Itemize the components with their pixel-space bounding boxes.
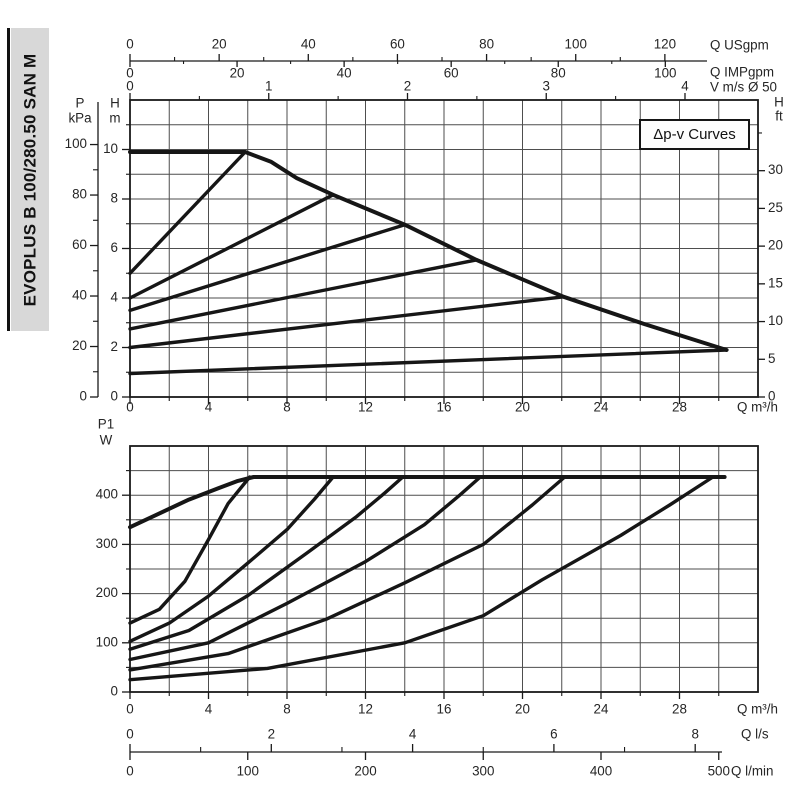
axis-label: Q l/s (741, 726, 769, 742)
axis-label: 100 (236, 763, 259, 779)
axis-h-m (103, 96, 130, 404)
axis-label: 8 (110, 190, 118, 206)
axis-label: 40 (336, 65, 352, 81)
dpv-curve-5 (130, 297, 564, 348)
axis-label: 2 (110, 339, 118, 355)
axis-label: 400 (589, 763, 613, 779)
axis-l-s-l-min (126, 727, 773, 779)
axis-label: 0 (110, 683, 118, 699)
axis-label: V m/s Ø 50 (710, 79, 777, 95)
axis-label: 4 (408, 726, 417, 742)
axis-label: 6 (110, 240, 118, 256)
axis-label: H (110, 95, 120, 111)
axis-label: Q USgpm (710, 37, 769, 53)
axis-label: 40 (300, 36, 316, 52)
axis-label: 200 (354, 763, 377, 779)
axis-label: 120 (653, 36, 677, 52)
axis-label: 0 (126, 763, 134, 779)
axis-h-ft (758, 95, 784, 404)
axis-v-ms (126, 79, 777, 100)
axis-label: 0 (126, 399, 134, 415)
axis-label: 5 (768, 350, 776, 366)
axis-label: 4 (204, 399, 213, 415)
axis-label: 4 (110, 289, 118, 305)
axis-label: 20 (72, 338, 87, 354)
axis-label: 0 (768, 388, 776, 404)
axis-label: ft (775, 108, 783, 124)
axis-label: 28 (672, 701, 687, 717)
axis-label: W (99, 432, 113, 448)
axis-label: 2 (403, 78, 412, 94)
axis-label: 60 (389, 36, 405, 52)
axis-label: 4 (681, 78, 689, 94)
axis-label: 12 (358, 701, 373, 717)
axis-label: 10 (103, 141, 118, 157)
axis-label: H (774, 94, 784, 110)
axis-label: Q m³/h (737, 701, 778, 717)
axis-label: 8 (691, 726, 699, 742)
axis-label: 0 (110, 388, 118, 404)
axis-label: 100 (654, 65, 677, 81)
axis-label: 24 (593, 399, 609, 415)
axis-label: P (75, 95, 85, 111)
axis-usgpm-impgpm (126, 37, 774, 81)
axis-label: 4 (204, 701, 213, 717)
power-curve-6 (130, 477, 565, 670)
axis-label: 100 (95, 634, 118, 650)
dpv-curve-1 (130, 152, 245, 273)
axis-label: 500 (707, 763, 730, 779)
axis-label: 80 (72, 186, 87, 202)
axis-label: 20 (768, 237, 783, 253)
dpv-curves-legend-label: Δp-v Curves (653, 126, 736, 143)
axis-label: 0 (126, 701, 134, 717)
dpv-curves-legend (639, 119, 750, 150)
axis-label: 60 (72, 237, 87, 253)
axis-label: 0 (126, 726, 134, 742)
axis-label: 80 (479, 36, 495, 52)
axis-label: Q m³/h (737, 399, 778, 415)
axis-power-m3h (126, 692, 778, 717)
dpv-curve-6 (130, 350, 727, 374)
axis-p1-w (96, 417, 130, 699)
axis-head-m3h (126, 397, 778, 415)
axis-label: 300 (95, 535, 118, 551)
axis-p-kpa (65, 96, 98, 404)
model-label: EVOPLUS B 100/280.50 SAN M (20, 53, 39, 306)
axis-label: 0 (126, 65, 134, 81)
axis-label: 0 (79, 388, 87, 404)
axis-label: 28 (672, 399, 687, 415)
head-chart-curves (130, 152, 727, 374)
axis-label: Q IMPgpm (710, 64, 774, 80)
axis-label: Q l/min (731, 763, 774, 779)
axis-label: 15 (768, 275, 783, 291)
axis-label: 12 (358, 399, 373, 415)
axis-label: 16 (436, 701, 452, 717)
power-curve-7 (130, 477, 713, 680)
axis-label: 20 (515, 399, 530, 415)
axis-label: 16 (436, 399, 452, 415)
power-chart-curves (130, 477, 725, 680)
axis-label: 80 (550, 65, 566, 81)
axis-label: 400 (95, 486, 118, 502)
axis-label: P1 (97, 416, 115, 432)
axis-label: 60 (443, 65, 459, 81)
axis-label: 10 (768, 313, 783, 329)
axis-label: 25 (768, 199, 783, 215)
axis-label: 30 (768, 162, 783, 178)
axis-label: 0 (126, 78, 134, 94)
axis-label: 100 (564, 36, 587, 52)
axis-label: 3 (542, 78, 550, 94)
axis-label: kPa (68, 110, 92, 126)
axis-label: 20 (211, 36, 227, 52)
dpv-curve-2 (130, 195, 333, 298)
axis-label: 2 (267, 726, 276, 742)
axis-label: 100 (64, 136, 87, 152)
axis-label: 8 (283, 701, 291, 717)
axis-label: 300 (472, 763, 495, 779)
axis-label: 1 (265, 78, 273, 94)
axis-label: m (109, 110, 121, 126)
axis-label: 0 (126, 36, 134, 52)
axis-label: 20 (229, 65, 245, 81)
axis-label: 6 (550, 726, 558, 742)
axis-label: 40 (72, 287, 87, 303)
axis-label: 20 (515, 701, 530, 717)
axis-label: 8 (283, 399, 291, 415)
axis-label: 200 (95, 585, 118, 601)
axis-label: 24 (593, 701, 609, 717)
